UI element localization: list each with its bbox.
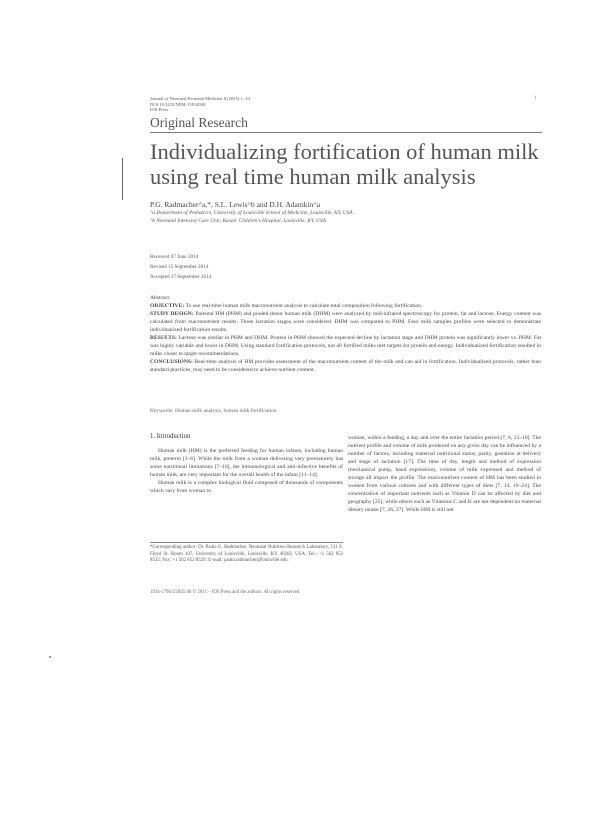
intro-paragraph: Human milk (HM) is the preferred feeding for human infants, including human milk, preterm [1–6]. While the milk from a woman delivering very prematurely has some nutritional limitations [7–10], the immunological and anti-infective benefits of human milk, are very important for the overall health of the infant [11–14].: [150, 448, 343, 478]
abstract-design: [150, 310, 541, 334]
objective-text: To use real-time human milk macronutrient analysis to calculate total composition following fortification.: [184, 303, 423, 309]
design-text: Parental HM (PHM) and pooled donor human milk (DHM) were analyzed by mid-infrared spectroscopy for protein, fat and lactose. Energy content was calculated from macronutrient results. Three lactation stages were considered. DHM was compared to PHM. Four milk samples profiles were selected to demonstrate individualized fortification results.: [150, 311, 541, 333]
affiliation-a: ^a Department of Pediatrics, University of Louisville School of Medicine, Louisville, KY, USA: [150, 210, 353, 216]
results-label: RESULTS:: [150, 335, 177, 341]
abstract: [150, 294, 541, 374]
accepted-date: Accepted 17 September 2014: [150, 274, 212, 280]
introduction-heading: 1. Introduction: [150, 433, 191, 440]
objective-label: OBJECTIVE:: [150, 303, 185, 309]
abstract-heading: Abstract.: [150, 295, 171, 301]
intro-paragraph: Human milk is a complex biological fluid composed of thousands of components which vary from woman to: [150, 480, 343, 494]
affiliation-b: ^b Neonatal Intensive Care Unit, Kosair Children's Hospital, Louisville, KY, USA: [150, 218, 326, 224]
abstract-conclusions: [150, 358, 541, 374]
header-rule: [150, 132, 542, 133]
scan-speck: [49, 656, 51, 658]
revised-date: Revised 15 September 2014: [150, 264, 209, 270]
footnote-rule: [150, 542, 343, 543]
copyright-footer: 1934-5798/15/$35.00 © 2015 – IOS Press and the authors. All rights reserved: [150, 590, 300, 595]
left-column: [150, 447, 343, 495]
conclusions-text: Real-time analysis of HM provides assessment of the macronutrient content of the milk and can aid in fortification. Individualized protocols, rather than standard practices, may need to be considered to achieve nutrient content.: [150, 359, 541, 373]
article-title: [150, 139, 550, 189]
page-number: 1: [534, 96, 537, 101]
received-date: Received 07 June 2014: [150, 254, 199, 260]
publisher-line: IOS Press: [150, 107, 169, 112]
journal-line: Journal of Neonatal-Perinatal Medicine 8 (2015) 1–10: [150, 96, 250, 101]
title-line-2: using real time human milk analysis: [150, 164, 476, 189]
abstract-objective: [150, 302, 541, 310]
section-label: Original Research: [150, 115, 248, 130]
doi-line: DOI 10.3233/NPM-15814038: [150, 101, 206, 107]
results-text: Lactose was similar in PHM and DHM. Protein in PHM showed the expected decline by lactation stage and DHM protein was significantly lower vs. PHM. Fat was highly variable and lower in DHM. Using standard fortification protocols, not all fortified milks met targets for protein and energy. Individualized fortification resulted in milks closer to target recommendations.: [150, 335, 541, 357]
intro-paragraph-continued: woman, within a feeding, a day and over the entire lactation period [7, 8, 15–18]. The nutrient profile and volume of milk produced on any given day can be influenced by a number of factors, including maternal nutritional status, parity, gestation at delivery and stage of lactation [17]. The time of day, length and method of expression (mechanical pump, hand expression), volume of milk expressed and method of storage all impact the profile. The macronutrient content of HM has been studied in women from various cultures and with different types of diets [7, 14, 19–24]. The concentration of important nutrients such as Vitamin D can be affected by diet and geography [25], while others such as Vitamins C and K are not dependent on maternal dietary intake [7, 26, 27]. While HM is still not: [348, 435, 541, 513]
right-column: [348, 434, 541, 514]
scan-margin-mark: [122, 158, 123, 200]
abstract-results: [150, 334, 541, 358]
journal-header: [150, 96, 250, 113]
conclusions-label: CONCLUSIONS:: [150, 359, 193, 365]
keywords: Keywords: Human milk analysis, human milk fortification: [150, 408, 277, 414]
title-line-1: Individualizing fortification of human milk: [150, 139, 539, 164]
authors: P.G. Radmacher^a,*, S.L. Lewis^b and D.H. Adamkin^a: [150, 200, 321, 209]
design-label: STUDY DESIGN:: [150, 311, 194, 317]
corresponding-author-footnote: *Corresponding author: Dr. Paula G. Radmacher, Neonatal Nutrition Research Laboratory, 511 S. Floyd St. Room 107, University of Louisville, Louisville, KY 40202, USA. Tel.: +1 502 852 8532; Fax: +1 502 852 8529; E-mail: paula.radmacher@louisville.edu.: [150, 545, 343, 564]
